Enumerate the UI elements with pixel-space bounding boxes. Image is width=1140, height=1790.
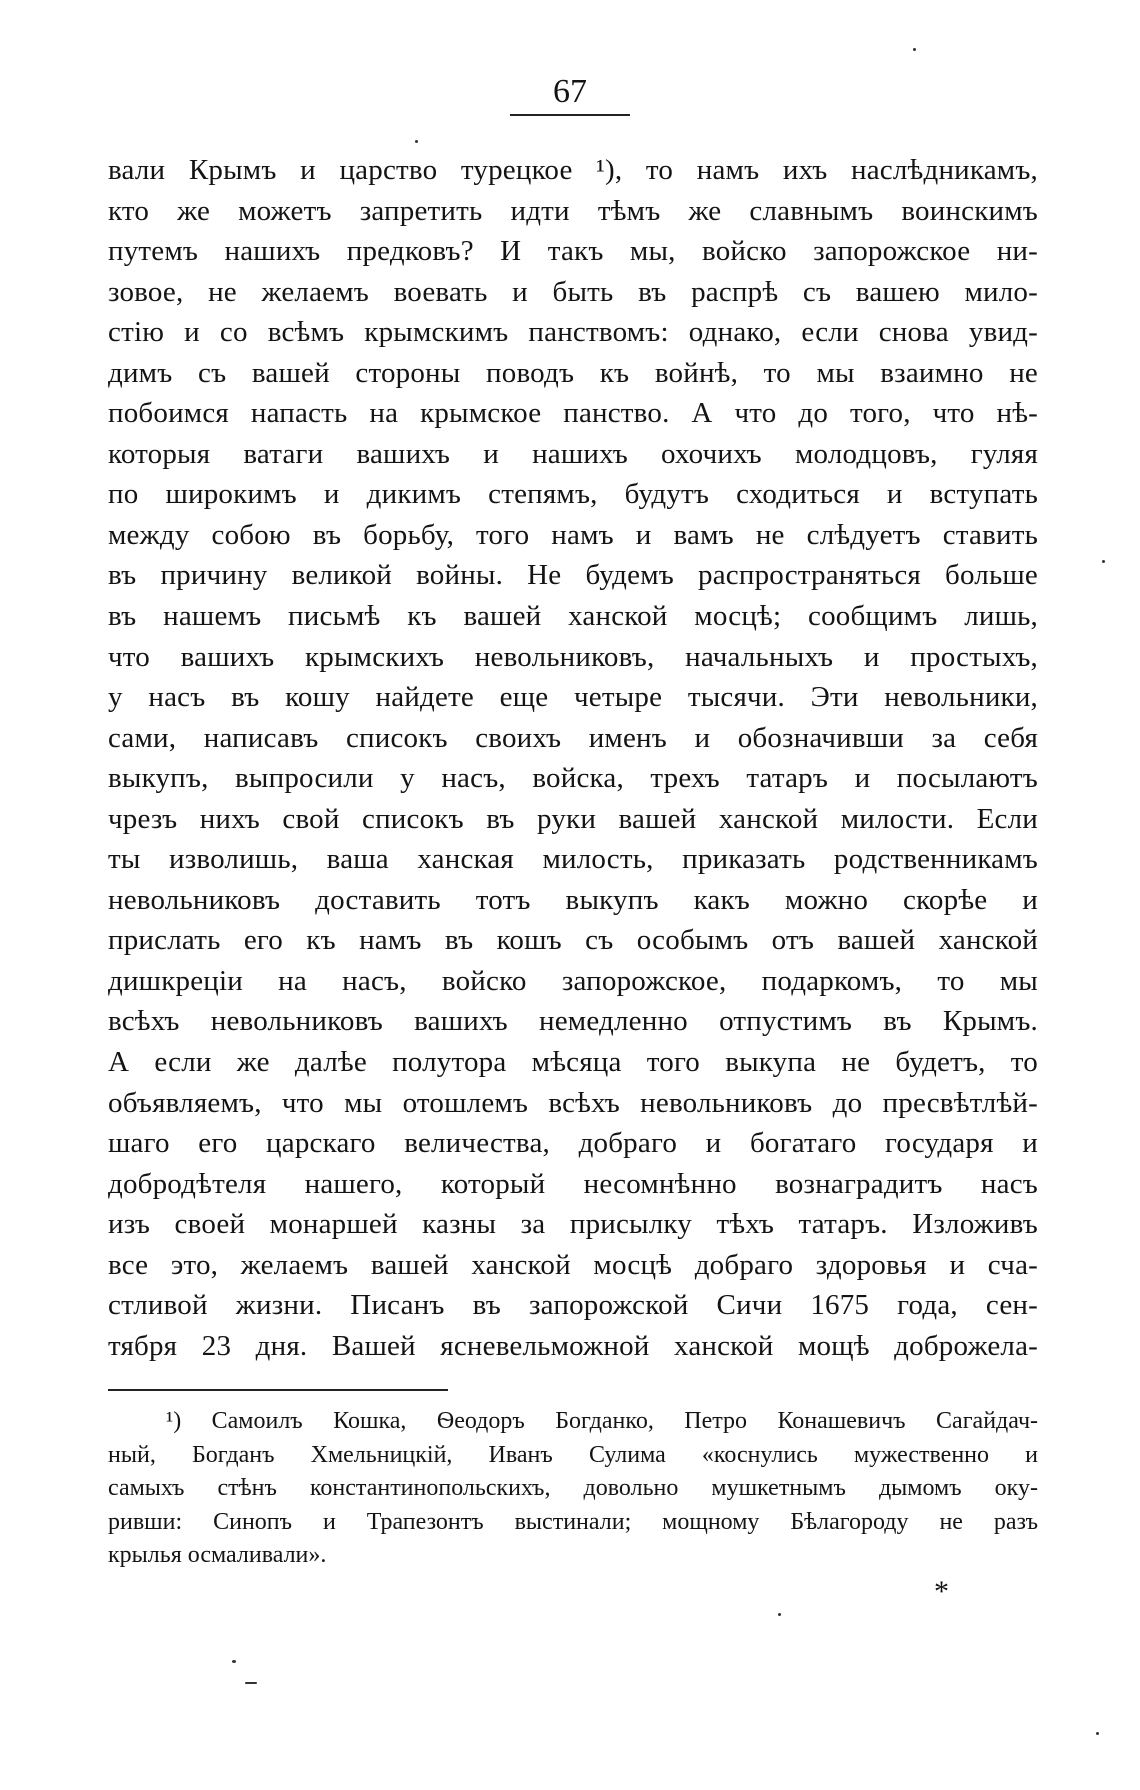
footnote-line: ривши: Синопъ и Трапезонтъ выстинали; мощному Бѣлагороду не разъ: [108, 1508, 1038, 1535]
body-line: выкупъ, выпросили у насъ, войска, трехъ татаръ и посылаютъ: [108, 762, 1038, 795]
body-line: у насъ въ кошу найдете еще четыре тысячи. Эти невольники,: [108, 681, 1038, 714]
body-line: дишкреціи на насъ, войско запорожское, подаркомъ, то мы: [108, 964, 1038, 997]
scan-speck: [232, 1660, 236, 1663]
body-line: изъ своей монаршей казны за присылку тѣхъ татаръ. Изложивъ: [108, 1208, 1038, 1241]
body-line: объявляемъ, что мы отошлемъ всѣхъ невольниковъ до пресвѣтлѣй-: [108, 1086, 1038, 1119]
body-line: путемъ нашихъ предковъ? И такъ мы, войско запорожское ни-: [108, 235, 1038, 268]
body-line: ты изволишь, ваша ханская милость, приказать родственникамъ: [108, 843, 1038, 876]
body-line: стію и со всѣмъ крымскимъ панствомъ: однако, если снова увид-: [108, 316, 1038, 349]
body-line: по широкимъ и дикимъ степямъ, будутъ сходиться и вступать: [108, 478, 1038, 511]
body-line: вали Крымъ и царство турецкое ¹), то намъ ихъ наслѣдникамъ,: [108, 154, 1038, 186]
body-line: сами, написавъ списокъ своихъ именъ и обозначивши за себя: [108, 721, 1038, 754]
body-line: прислать его къ намъ въ кошъ съ особымъ отъ вашей ханской: [108, 924, 1038, 957]
body-line: которыя ватаги вашихъ и нашихъ охочихъ молодцовъ, гуляя: [108, 437, 1038, 470]
footnote-line: самыхъ стѣнъ константинопольскихъ, довольно мушкетнымъ дымомъ оку-: [108, 1475, 1038, 1501]
body-line: добродѣтеля нашего, который несомнѣнно вознаградитъ насъ: [108, 1167, 1038, 1200]
body-line: тября 23 дня. Вашей ясневельможной ханской мощѣ доброжела-: [108, 1329, 1038, 1362]
scan-speck: [1102, 560, 1105, 563]
footnote-line: ¹) Самоилъ Кошка, Ѳеодоръ Богданко, Петро Конашевичъ Сагайдач-: [166, 1408, 1038, 1434]
body-line: стливой жизни. Писанъ въ запорожской Сичи 1675 года, сен-: [108, 1289, 1038, 1322]
scan-speck: [245, 1682, 257, 1684]
page-number-rule: [510, 114, 630, 116]
footnotes: [108, 1405, 1038, 1573]
body-line: побоимся напасть на крымское панство. А что до того, что нѣ-: [108, 397, 1038, 430]
body-line: кто же можетъ запретить идти тѣмъ же славнымъ воинскимъ: [108, 194, 1038, 227]
body-line: шаго его царскаго величества, добраго и богатаго государя и: [108, 1127, 1038, 1160]
body-line: въ нашемъ письмѣ къ вашей ханской мосцѣ; сообщимъ лишь,: [108, 600, 1038, 633]
body-line: всѣхъ невольниковъ вашихъ немедленно отпустимъ въ Крымъ.: [108, 1005, 1038, 1038]
footnote-line: ный, Богданъ Хмельницкій, Иванъ Сулима «коснулись мужественно и: [108, 1441, 1038, 1468]
scan-speck: [778, 1613, 781, 1616]
scan-speck: [913, 48, 916, 51]
body-line: зовое, не желаемъ воевать и быть въ распрѣ съ вашею мило-: [108, 275, 1038, 308]
body-line: что вашихъ крымскихъ невольниковъ, начальныхъ и простыхъ,: [108, 640, 1038, 673]
body-line: димъ съ вашей стороны поводъ къ войнѣ, то мы взаимно не: [108, 356, 1038, 389]
page-number: 67: [553, 73, 587, 110]
scan-speck: [415, 140, 418, 143]
body-line: А если же далѣе полутора мѣсяца того выкупа не будетъ, то: [108, 1046, 1038, 1079]
body-line: въ причину великой войны. Не будемъ распространяться больше: [108, 559, 1038, 592]
body-line: чрезъ нихъ свой списокъ въ руки вашей ханской милости. Если: [108, 802, 1038, 835]
footnote-rule: [108, 1389, 448, 1391]
asterisk-mark: *: [934, 1575, 949, 1608]
scan-speck: [1096, 1732, 1099, 1735]
footnote-line: крылья осмаливали».: [108, 1542, 327, 1568]
body-text: [108, 150, 1038, 1366]
body-line: все это, желаемъ вашей ханской мосцѣ добраго здоровья и сча-: [108, 1248, 1038, 1281]
body-line: между собою въ борьбу, того намъ и вамъ не слѣдуетъ ставить: [108, 518, 1038, 551]
body-line: невольниковъ доставить тотъ выкупъ какъ можно скорѣе и: [108, 883, 1038, 916]
